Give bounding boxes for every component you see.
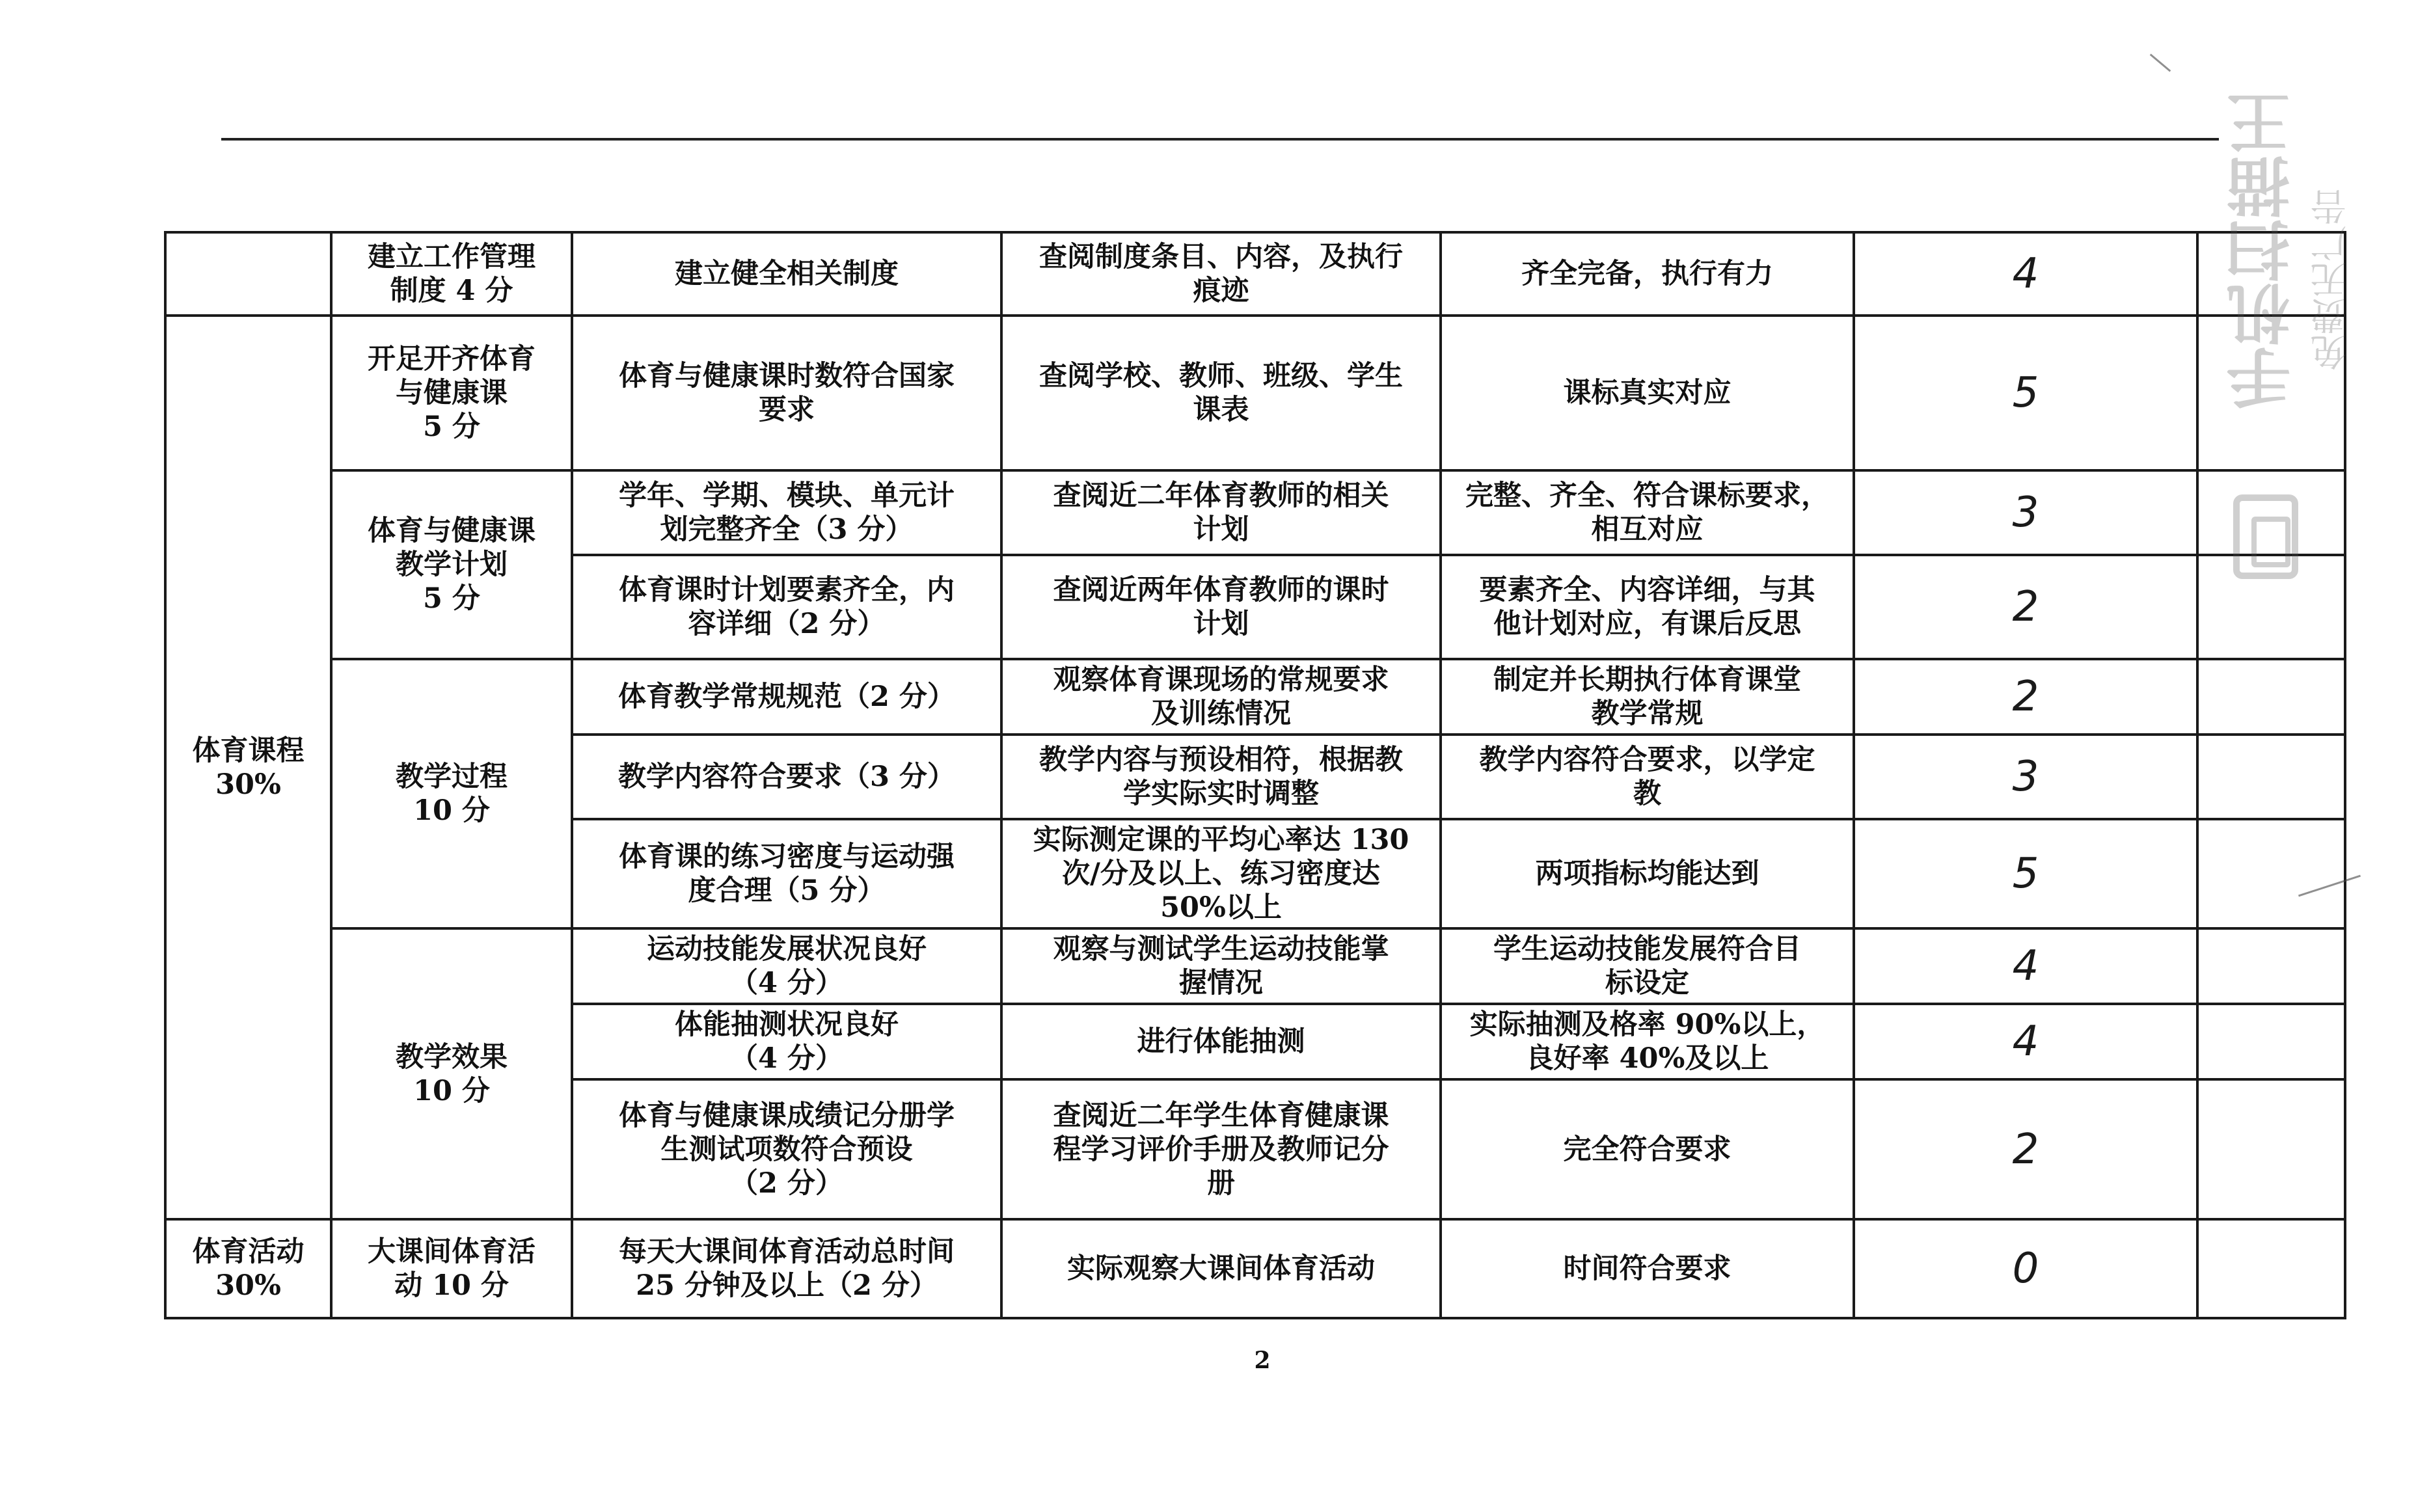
item-cell: 教学效果 10 分 bbox=[331, 928, 572, 1219]
standard-cell: 时间符合要求 bbox=[1441, 1219, 1854, 1318]
content-cell: 体能抽测状况良好 （4 分） bbox=[572, 1004, 1001, 1079]
content-cell: 每天大课间体育活动总时间 25 分钟及以上（2 分） bbox=[572, 1219, 1001, 1318]
score-cell: 4 bbox=[1854, 1004, 2197, 1079]
remark-cell bbox=[2197, 1219, 2345, 1318]
score-cell: 2 bbox=[1854, 1079, 2197, 1219]
content-cell: 教学内容符合要求（3 分） bbox=[572, 735, 1001, 819]
scanner-watermark bbox=[2225, 91, 2369, 586]
evaluation-table bbox=[164, 231, 2346, 1319]
remark-cell bbox=[2197, 928, 2345, 1004]
category-cell bbox=[165, 232, 331, 316]
score-cell: 0 bbox=[1854, 1219, 2197, 1318]
standard-cell: 要素齐全、内容详细，与其 他计划对应，有课后反思 bbox=[1441, 555, 1854, 659]
standard-cell: 课标真实对应 bbox=[1441, 316, 1854, 470]
content-cell: 体育与健康课时数符合国家 要求 bbox=[572, 316, 1001, 470]
standard-cell: 齐全完备，执行有力 bbox=[1441, 232, 1854, 316]
content-cell: 体育与健康课成绩记分册学 生测试项数符合预设 （2 分） bbox=[572, 1079, 1001, 1219]
content-cell: 体育教学常规规范（2 分） bbox=[572, 659, 1001, 735]
table-row bbox=[165, 316, 2345, 470]
method-cell: 实际测定课的平均心率达 130 次/分及以上、练习密度达 50%以上 bbox=[1001, 819, 1441, 928]
category-cell: 体育活动 30% bbox=[165, 1219, 331, 1318]
remark-cell bbox=[2197, 735, 2345, 819]
remark-cell bbox=[2197, 1004, 2345, 1079]
scan-artifact bbox=[2150, 53, 2171, 72]
standard-cell: 完整、齐全、符合课标要求， 相互对应 bbox=[1441, 470, 1854, 555]
remark-cell bbox=[2197, 659, 2345, 735]
content-cell: 建立健全相关制度 bbox=[572, 232, 1001, 316]
score-cell: 2 bbox=[1854, 659, 2197, 735]
header-rule bbox=[221, 138, 2219, 141]
table-row bbox=[165, 232, 2345, 316]
content-cell: 学年、学期、模块、单元计 划完整齐全（3 分） bbox=[572, 470, 1001, 555]
item-cell: 体育与健康课 教学计划 5 分 bbox=[331, 470, 572, 659]
standard-cell: 学生运动技能发展符合目 标设定 bbox=[1441, 928, 1854, 1004]
remark-cell bbox=[2197, 819, 2345, 928]
method-cell: 观察与测试学生运动技能掌 握情况 bbox=[1001, 928, 1441, 1004]
score-cell: 4 bbox=[1854, 928, 2197, 1004]
standard-cell: 教学内容符合要求，以学定 教 bbox=[1441, 735, 1854, 819]
method-cell: 查阅近二年学生体育健康课 程学习评价手册及教师记分 册 bbox=[1001, 1079, 1441, 1219]
table-row bbox=[165, 470, 2345, 555]
content-cell: 体育课的练习密度与运动强 度合理（5 分） bbox=[572, 819, 1001, 928]
content-cell: 体育课时计划要素齐全，内 容详细（2 分） bbox=[572, 555, 1001, 659]
content-cell: 运动技能发展状况良好 （4 分） bbox=[572, 928, 1001, 1004]
item-cell: 开足开齐体育 与健康课 5 分 bbox=[331, 316, 572, 470]
item-cell: 教学过程 10 分 bbox=[331, 659, 572, 928]
score-cell: 2 bbox=[1854, 555, 2197, 659]
standard-cell: 实际抽测及格率 90%以上， 良好率 40%及以上 bbox=[1441, 1004, 1854, 1079]
item-cell: 大课间体育活 动 10 分 bbox=[331, 1219, 572, 1318]
standard-cell: 两项指标均能达到 bbox=[1441, 819, 1854, 928]
method-cell: 查阅学校、教师、班级、学生 课表 bbox=[1001, 316, 1441, 470]
category-cell: 体育课程 30% bbox=[165, 316, 331, 1219]
table-row bbox=[165, 1219, 2345, 1318]
method-cell: 观察体育课现场的常规要求 及训练情况 bbox=[1001, 659, 1441, 735]
method-cell: 进行体能抽测 bbox=[1001, 1004, 1441, 1079]
standard-cell: 制定并长期执行体育课堂 教学常规 bbox=[1441, 659, 1854, 735]
score-cell: 3 bbox=[1854, 735, 2197, 819]
table-row bbox=[165, 659, 2345, 735]
remark-cell bbox=[2197, 1079, 2345, 1219]
watermark-title: 手机扫描王 bbox=[2227, 91, 2301, 410]
item-cell: 建立工作管理 制度 4 分 bbox=[331, 232, 572, 316]
method-cell: 查阅近二年体育教师的相关 计划 bbox=[1001, 470, 1441, 555]
score-cell: 4 bbox=[1854, 232, 2197, 316]
table-row bbox=[165, 928, 2345, 1004]
page-number: 2 bbox=[1254, 1347, 1271, 1374]
method-cell: 实际观察大课间体育活动 bbox=[1001, 1219, 1441, 1318]
standard-cell: 完全符合要求 bbox=[1441, 1079, 1854, 1219]
scanner-logo-icon bbox=[2233, 494, 2298, 579]
score-cell: 5 bbox=[1854, 316, 2197, 470]
score-cell: 5 bbox=[1854, 819, 2197, 928]
method-cell: 查阅制度条目、内容，及执行 痕迹 bbox=[1001, 232, 1441, 316]
watermark-subtitle: 免费无广告 bbox=[2310, 189, 2352, 371]
score-cell: 3 bbox=[1854, 470, 2197, 555]
method-cell: 教学内容与预设相符，根据教 学实际实时调整 bbox=[1001, 735, 1441, 819]
method-cell: 查阅近两年体育教师的课时 计划 bbox=[1001, 555, 1441, 659]
